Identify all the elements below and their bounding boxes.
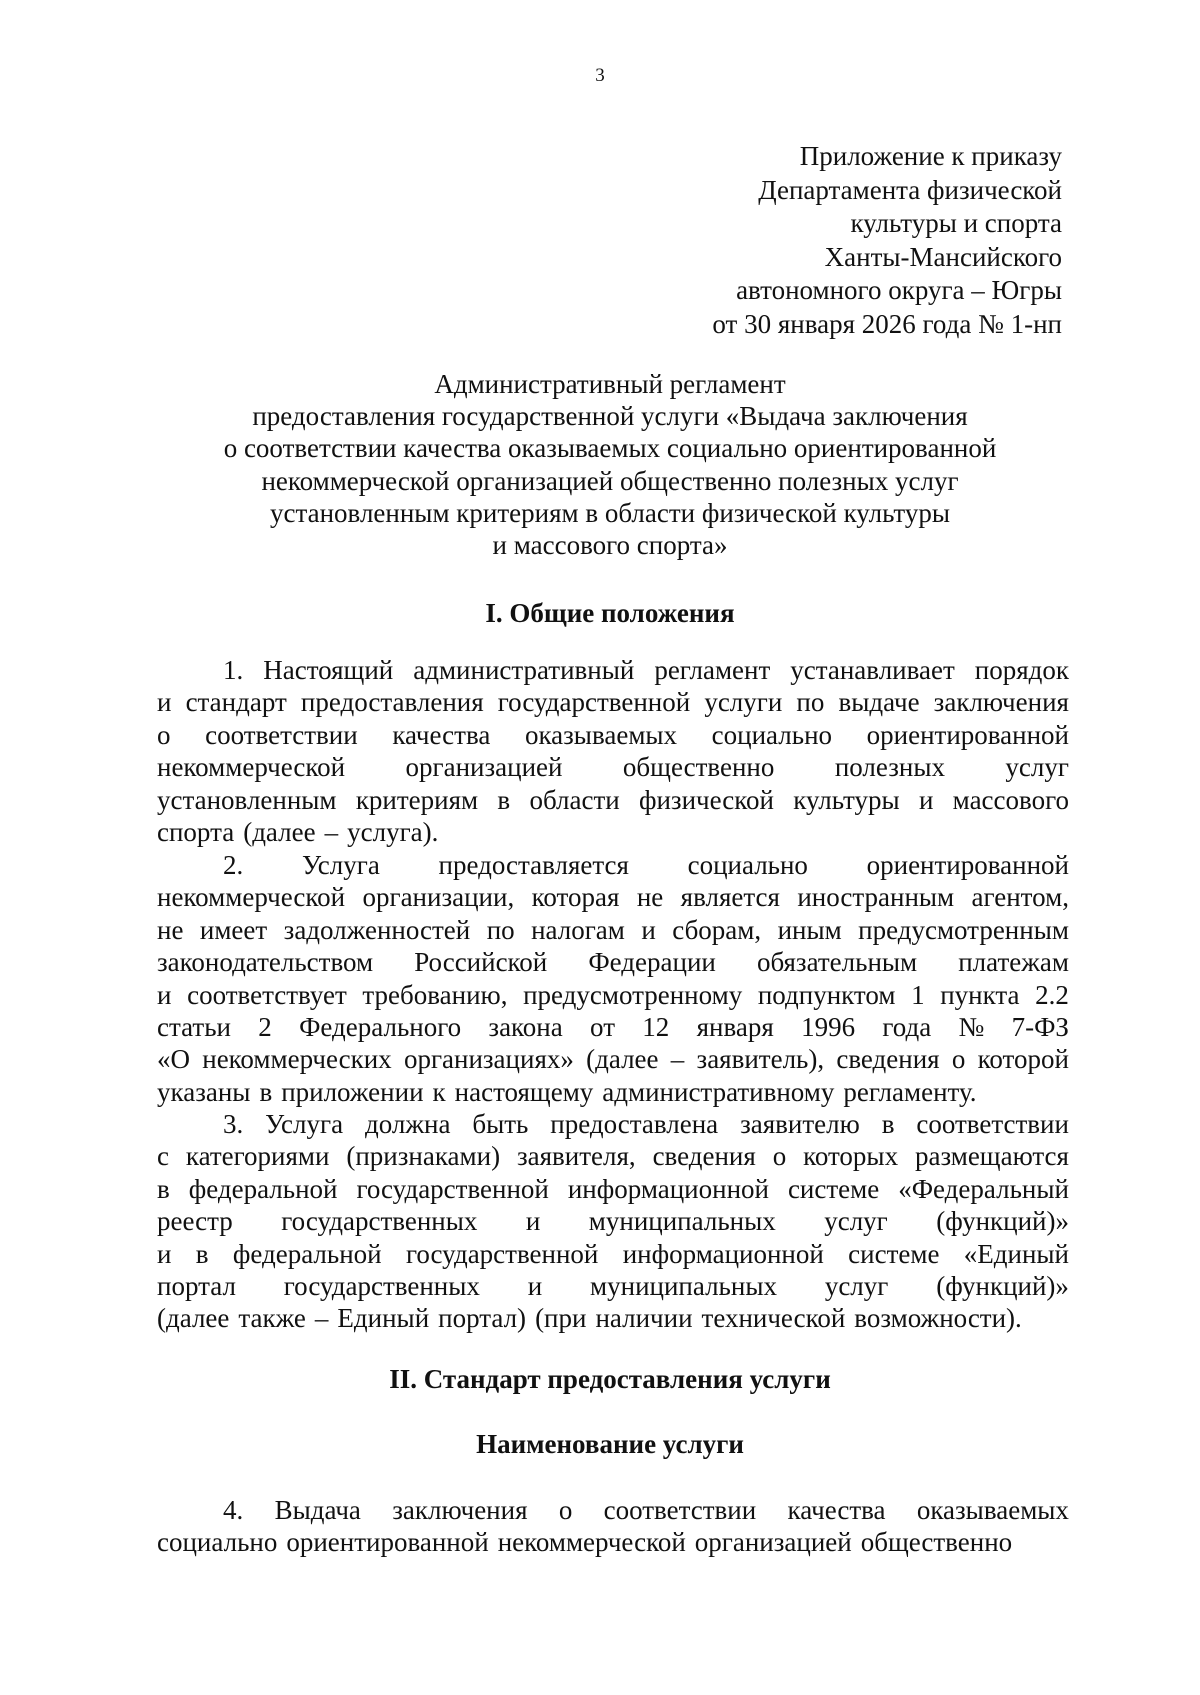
paragraph-4: [157, 1494, 1069, 1559]
paragraph-line: реестр государственных и муниципальных услуг (функций)»: [157, 1206, 1069, 1237]
title-line: установленным критериям в области физической культуры: [270, 497, 950, 528]
paragraph-line: портал государственных и муниципальных услуг (функций)»: [157, 1271, 1069, 1302]
paragraph-line: 1. Настоящий административный регламент устанавливает порядок: [223, 655, 1069, 685]
section-heading-standard: II. Стандарт предоставления услуги: [389, 1364, 831, 1394]
paragraph-line: 2. Услуга предоставляется социально ориентированной: [223, 850, 1069, 880]
paragraph-line: некоммерческой организацией общественно полезных услуг: [157, 752, 1069, 783]
paragraph-line: некоммерческой организации, которая не является иностранным агентом,: [157, 882, 1069, 913]
paragraph-line: социально ориентированной некоммерческой организацией общественно: [157, 1527, 1013, 1558]
appendix-line: автономного округа – Югры: [736, 275, 1062, 305]
paragraph-3: [157, 1108, 1069, 1335]
paragraph-line: 4. Выдача заключения о соответствии качества оказываемых: [223, 1495, 1069, 1525]
paragraph-line: установленным критериям в области физической культуры и массового: [157, 784, 1069, 815]
paragraph-line: не имеет задолженностей по налогам и сборам, иным предусмотренным: [157, 914, 1069, 945]
appendix-line: Приложение к приказу: [799, 141, 1062, 171]
title-line: некоммерческой организацией общественно полезных услуг: [261, 465, 959, 496]
appendix-line: Департамента физической: [758, 174, 1062, 205]
page-number: 3: [595, 65, 605, 86]
section-heading-general: I. Общие положения: [485, 598, 735, 628]
appendix-line: культуры и спорта: [850, 208, 1062, 238]
paragraph-line: в федеральной государственной информационной системе «Федеральный: [157, 1173, 1069, 1204]
document-title: [170, 368, 1050, 561]
paragraph-line: «О некоммерческих организациях» (далее – заявитель), сведения о которой: [157, 1044, 1069, 1075]
paragraph-line: и в федеральной государственной информационной системе «Единый: [157, 1238, 1069, 1269]
paragraph-line: спорта (далее – услуга).: [157, 817, 439, 848]
appendix-line: от 30 января 2026 года № 1-нп: [712, 308, 1062, 339]
appendix-line: Ханты-Мансийского: [824, 241, 1062, 272]
subsection-heading-service-name: Наименование услуги: [476, 1429, 744, 1459]
paragraph-line: о соответствии качества оказываемых социально ориентированной: [157, 719, 1069, 750]
paragraph-line: 3. Услуга должна быть предоставлена заявителю в соответствии: [223, 1109, 1069, 1139]
paragraph-line: (далее также – Единый портал) (при наличии технической возможности).: [157, 1303, 1022, 1334]
paragraph-line: статьи 2 Федерального закона от 12 января 1996 года № 7-ФЗ: [157, 1012, 1069, 1043]
title-line: и массового спорта»: [492, 530, 728, 561]
paragraph-line: и стандарт предоставления государственной услуги по выдаче заключения: [157, 687, 1069, 718]
paragraph-line: указаны в приложении к настоящему административному регламенту.: [157, 1076, 977, 1107]
paragraph-line: законодательством Российской Федерации обязательным платежам: [157, 947, 1069, 978]
paragraph-2: [157, 849, 1069, 1108]
paragraph-1: [157, 654, 1069, 848]
title-line: о соответствии качества оказываемых социально ориентированной: [223, 433, 997, 464]
title-line: Административный регламент: [434, 369, 786, 399]
title-line: предоставления государственной услуги «Выдача заключения: [252, 401, 968, 432]
paragraph-line: и соответствует требованию, предусмотренному подпунктом 1 пункта 2.2: [157, 979, 1069, 1010]
appendix-note: [712, 140, 1062, 341]
paragraph-line: с категориями (признаками) заявителя, сведения о которых размещаются: [157, 1141, 1069, 1172]
